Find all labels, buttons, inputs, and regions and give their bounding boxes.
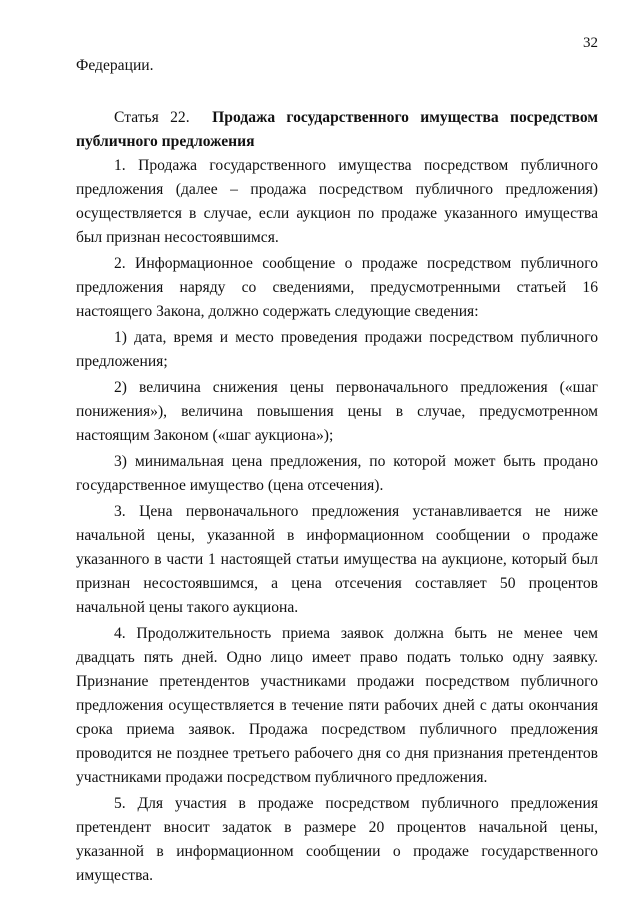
article-label: Статья 22. (114, 109, 190, 126)
page-number: 32 (583, 35, 598, 51)
paragraph-3: 3. Цена первоначального предложения устанавливается не ниже начальной цены, указанной в информационном сообщении о продаже указанного в части 1 настоящей статьи имущества на аукционе, который был признан несостоявшимся, а цена отсечения составляет 50 процентов начальной цены такого аукциона. (76, 503, 598, 616)
document-body (76, 54, 598, 888)
list-item-3: 3) минимальная цена предложения, по которой может быть продано государственное имущество (цена отсечения). (76, 453, 598, 494)
list-item-2: 2) величина снижения цены первоначального предложения («шаг понижения»), величина повышения цены в случае, предусмотренном настоящим Законом («шаг аукциона»); (76, 379, 598, 444)
article-title: Продажа государственного имущества посредством публичного предложения (76, 109, 598, 150)
paragraph-4: 4. Продолжительность приема заявок должна быть не менее чем двадцать пять дней. Одно лицо имеет право подать только одну заявку. Признание претендентов участниками продажи посредством публичного предложения осуществляется в течение пяти рабочих дней с даты окончания срока приема заявок. Продажа посредством публичного предложения проводится не позднее третьего рабочего дня со дня признания претендентов участниками продажи посредством публичного предложения. (76, 625, 598, 786)
list-item-1: 1) дата, время и место проведения продажи посредством публичного предложения; (76, 329, 598, 370)
carryover-text: Федерации. (76, 57, 154, 74)
paragraph-2: 2. Информационное сообщение о продаже посредством публичного предложения наряду со сведениями, предусмотренными статьей 16 настоящего Закона, должно содержать следующие сведения: (76, 255, 598, 320)
paragraph-1: 1. Продажа государственного имущества посредством публичного предложения (далее – продажа посредством публичного предложения) осуществляется в случае, если аукцион по продаже указанного имущества был признан несостоявшимся. (76, 157, 598, 246)
paragraph-5: 5. Для участия в продаже посредством публичного предложения претендент вносит задаток в размере 20 процентов начальной цены, указанной в информационном сообщении о продаже государственного имущества. (76, 795, 598, 884)
article-heading (76, 106, 598, 154)
